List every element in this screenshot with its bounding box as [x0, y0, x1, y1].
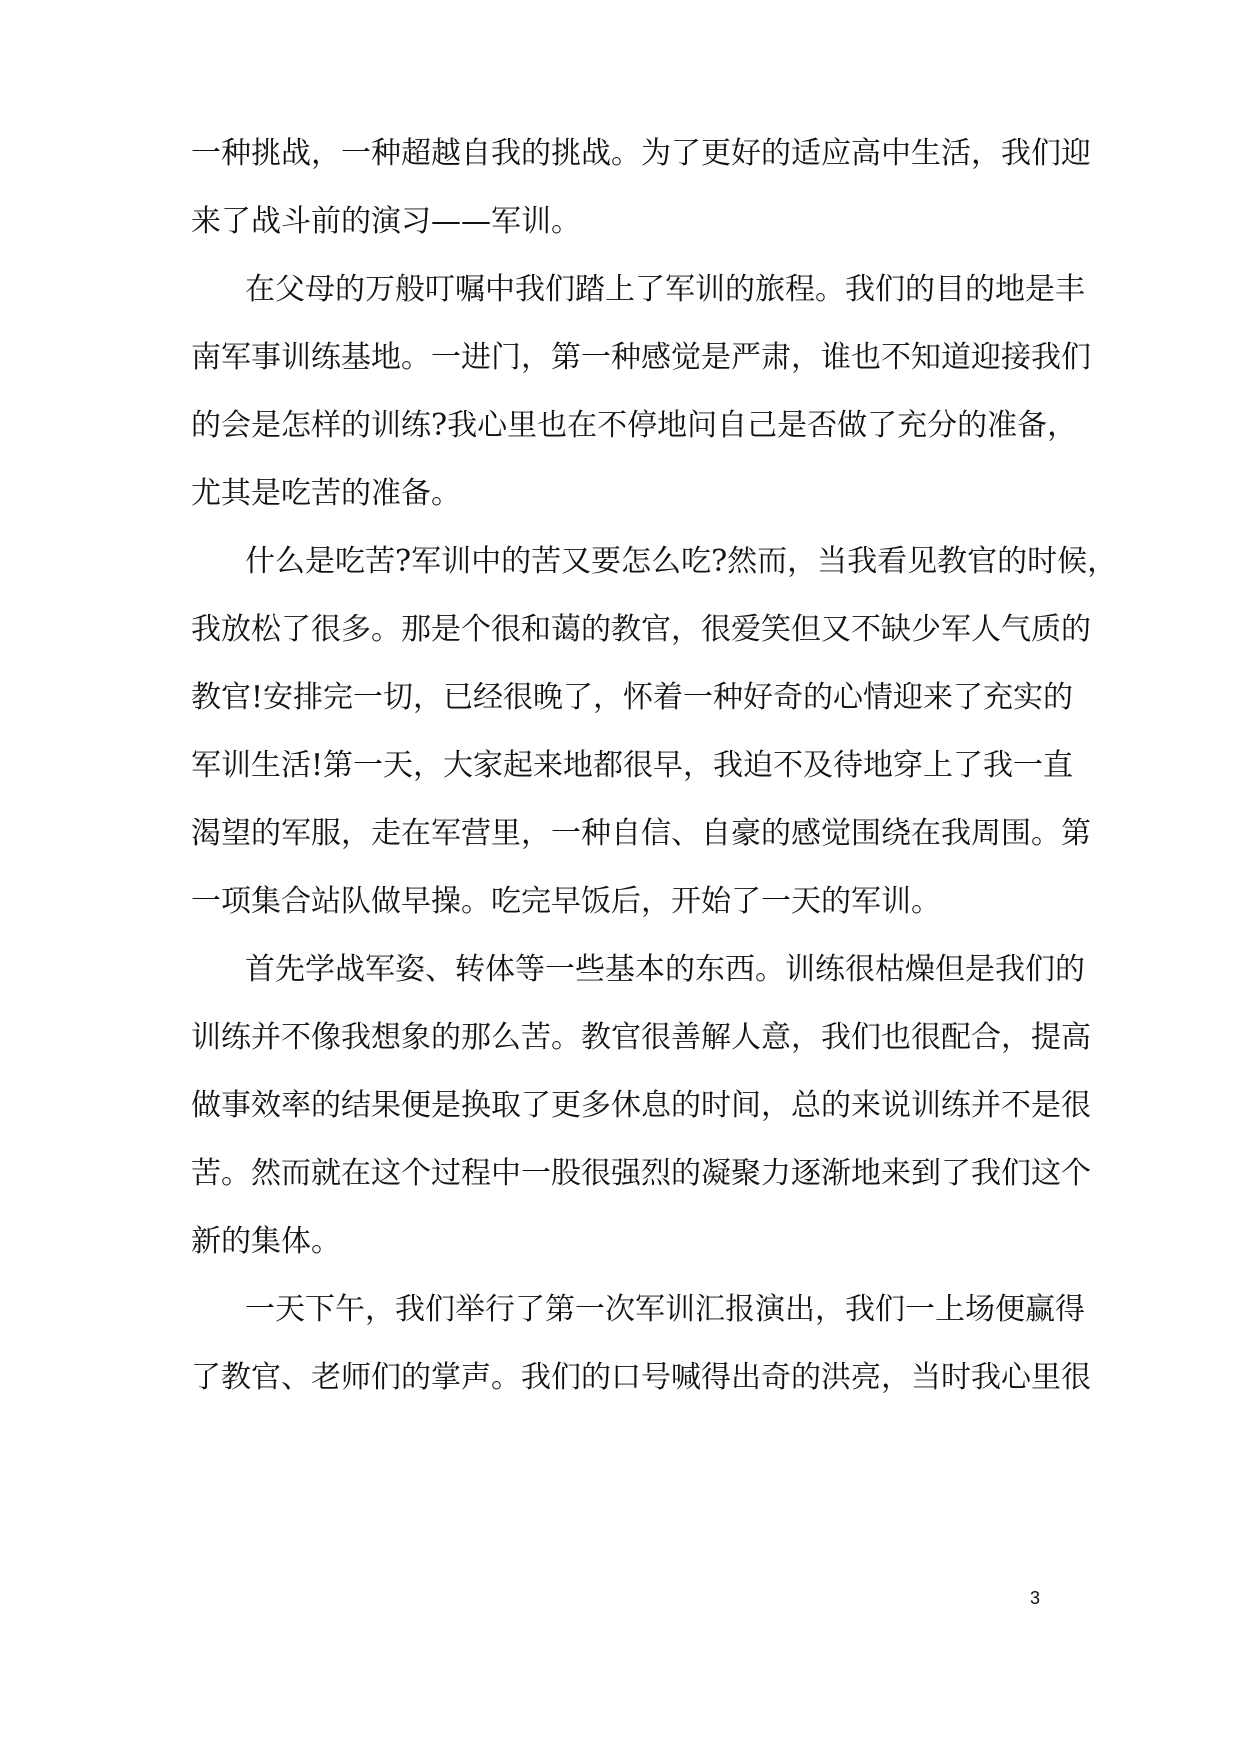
text-line: 做事效率的结果便是换取了更多休息的时间，总的来说训练并不是很 — [191, 1088, 1091, 1123]
text-line: 渴望的军服，走在军营里，一种自信、自豪的感觉围绕在我周围。第 — [191, 816, 1091, 851]
text-line: 军训生活!第一天，大家起来地都很早，我迫不及待地穿上了我一直 — [191, 748, 1074, 783]
text-line: 一种挑战，一种超越自我的挑战。为了更好的适应高中生活，我们迎 — [191, 136, 1091, 171]
paragraph-first-line: 什么是吃苦?军训中的苦又要怎么吃?然而，当我看见教官的时候， — [245, 544, 1118, 579]
text-line: 来了战斗前的演习——军训。 — [191, 204, 581, 239]
text-line: 了教官、老师们的掌声。我们的口号喊得出奇的洪亮，当时我心里很 — [191, 1360, 1091, 1395]
text-line: 教官!安排完一切，已经很晚了，怀着一种好奇的心情迎来了充实的 — [191, 680, 1074, 715]
text-line: 的会是怎样的训练?我心里也在不停地问自己是否做了充分的准备， — [191, 408, 1078, 443]
text-line: 一项集合站队做早操。吃完早饭后，开始了一天的军训。 — [191, 884, 941, 919]
text-line: 南军事训练基地。一进门，第一种感觉是严肃，谁也不知道迎接我们 — [191, 340, 1091, 375]
text-line: 苦。然而就在这个过程中一股很强烈的凝聚力逐渐地来到了我们这个 — [191, 1156, 1091, 1191]
text-line: 新的集体。 — [191, 1224, 341, 1259]
page-number: 3 — [1030, 1588, 1041, 1608]
paragraph-first-line: 首先学战军姿、转体等一些基本的东西。训练很枯燥但是我们的 — [245, 952, 1085, 987]
text-line: 训练并不像我想象的那么苦。教官很善解人意，我们也很配合，提高 — [191, 1020, 1091, 1055]
paragraph-first-line: 一天下午，我们举行了第一次军训汇报演出，我们一上场便赢得 — [245, 1292, 1085, 1327]
text-line: 我放松了很多。那是个很和蔼的教官，很爱笑但又不缺少军人气质的 — [191, 612, 1091, 647]
text-line: 尤其是吃苦的准备。 — [191, 476, 461, 511]
paragraph-first-line: 在父母的万般叮嘱中我们踏上了军训的旅程。我们的目的地是丰 — [245, 272, 1085, 307]
